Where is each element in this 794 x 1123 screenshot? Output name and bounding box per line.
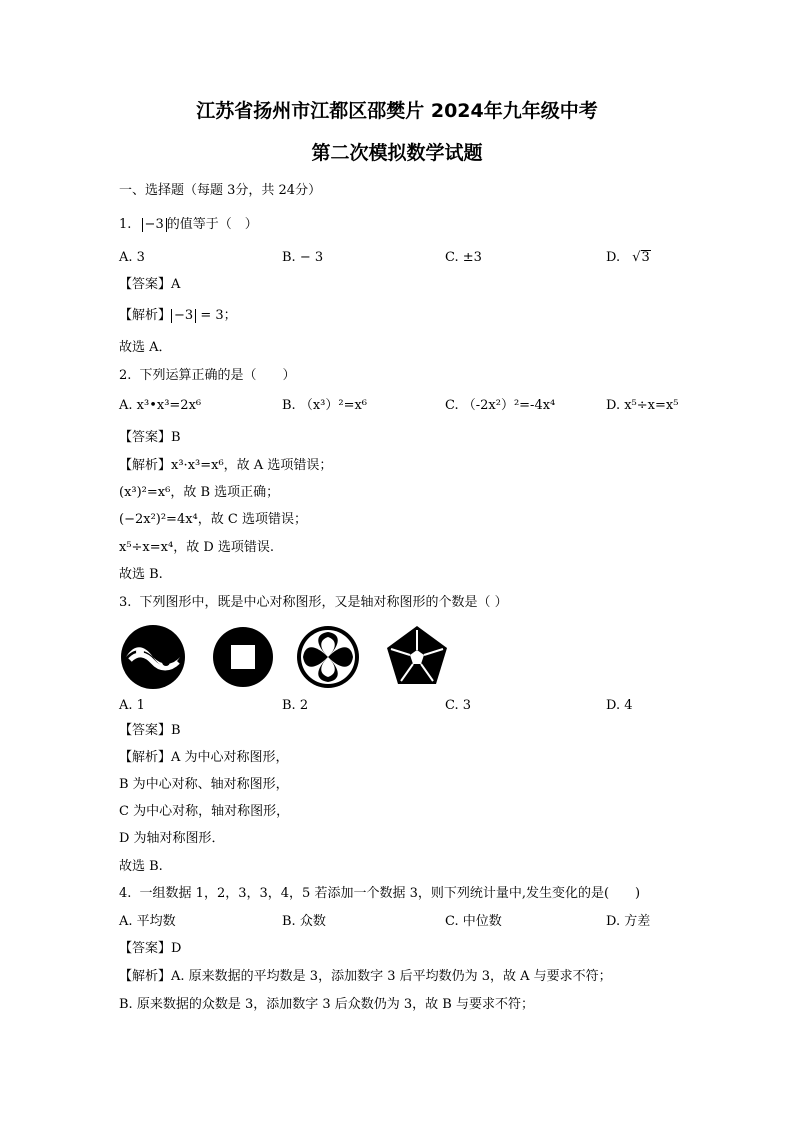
question-text: 的值等于（ ） [166, 217, 258, 232]
option-b: B. 众数 [282, 914, 326, 929]
question-1 [119, 217, 258, 233]
answer-label: 【答案】 [119, 941, 172, 956]
option-a: A. 1 [119, 698, 145, 713]
question-2 [119, 368, 296, 384]
answer-label: 【答案】 [119, 277, 172, 292]
coin-square-hole-icon [210, 624, 276, 690]
option-d: D. x⁵÷x=x⁵ [606, 398, 679, 413]
analysis-line: A 为中心对称图形， [171, 750, 289, 765]
analysis-label: 【解析】 [119, 458, 172, 473]
option-d: D. 4 [606, 698, 633, 713]
analysis-row [119, 969, 612, 985]
analysis-line: (−2x²)²=4x⁴，故 C 选项错误； [119, 512, 307, 527]
analysis-line: C 为中心对称，轴对称图形， [119, 804, 290, 819]
answer-row [119, 941, 181, 957]
option-c: C. （-2x²）²=-4x⁴ [445, 398, 556, 413]
analysis-row [119, 750, 289, 766]
answer-label: 【答案】 [119, 430, 172, 445]
section-heading: 一、选择题（每题 3分，共 24分） [119, 183, 322, 198]
option-a: A. 平均数 [119, 914, 176, 929]
question-number: 1. [119, 217, 132, 232]
option-a: A. x³•x³=2x⁶ [119, 398, 202, 413]
answer-value: B [171, 430, 181, 445]
question-number: 2. [119, 368, 132, 383]
option-d: D. √3 [606, 250, 650, 265]
analysis-line: A. 原来数据的平均数是 3，添加数字 3 后平均数仍为 3，故 A 与要求不符； [171, 969, 612, 984]
analysis-row [119, 308, 237, 324]
question-number: 3. [119, 595, 132, 610]
answer-row [119, 430, 181, 446]
analysis-label: 【解析】 [119, 308, 172, 323]
analysis-line: B 为中心对称、轴对称图形， [119, 777, 289, 792]
answer-value: B [171, 723, 181, 738]
option-b: B. − 3 [282, 250, 324, 265]
analysis-label: 【解析】 [119, 750, 172, 765]
pentagon-petals-icon [384, 624, 450, 690]
page-title-line2: 第二次模拟数学试题 [311, 142, 483, 164]
option-b: B. 2 [282, 698, 309, 713]
answer-label: 【答案】 [119, 723, 172, 738]
option-c: C. ±3 [445, 250, 482, 265]
option-c: C. 中位数 [445, 914, 502, 929]
sqrt-radicand: 3 [641, 250, 650, 265]
conclusion: 故选 A． [119, 340, 172, 355]
option-d: D. 方差 [606, 914, 651, 929]
answer-value: D [171, 941, 182, 956]
question-number: 4. [119, 886, 132, 901]
option-c: C. 3 [445, 698, 472, 713]
analysis-label: 【解析】 [119, 969, 172, 984]
analysis-row [119, 458, 332, 474]
yin-yang-icon [120, 624, 186, 690]
analysis-line: (x³)²=x⁶，故 B 选项正确； [119, 485, 280, 500]
question-3 [119, 595, 508, 611]
analysis-text: = 3； [196, 308, 237, 323]
analysis-line: B. 原来数据的众数是 3，添加数字 3 后众数仍为 3，故 B 与要求不符； [119, 997, 534, 1012]
question-text: 下列图形中，既是中心对称图形，又是轴对称图形的个数是（ ） [139, 595, 508, 610]
option-b: B. （x³）²=x⁶ [282, 398, 368, 413]
question-text: 下列运算正确的是（ ） [139, 368, 296, 383]
question-4 [119, 886, 640, 902]
absolute-value-expression: −3 [171, 309, 196, 323]
four-petal-flower-icon [295, 624, 361, 690]
page-title-line1: 江苏省扬州市江都区邵樊片 2024年九年级中考 [196, 100, 598, 122]
answer-row [119, 723, 181, 739]
analysis-line: D 为轴对称图形． [119, 831, 225, 846]
conclusion: 故选 B. [119, 567, 163, 582]
analysis-line: x⁵÷x=x⁴，故 D 选项错误. [119, 540, 275, 555]
absolute-value-expression: −3 [142, 218, 167, 232]
analysis-line: x³·x³=x⁶，故 A 选项错误； [171, 458, 333, 473]
answer-value: A [171, 277, 181, 292]
question-text: 一组数据 1，2，3，3，4，5 若添加一个数据 3，则下列统计量中,发生变化的是( ) [139, 886, 641, 901]
answer-row [119, 277, 180, 293]
option-a: A. 3 [119, 250, 145, 265]
option-d-label: D. [606, 250, 621, 265]
conclusion: 故选 B. [119, 859, 163, 874]
